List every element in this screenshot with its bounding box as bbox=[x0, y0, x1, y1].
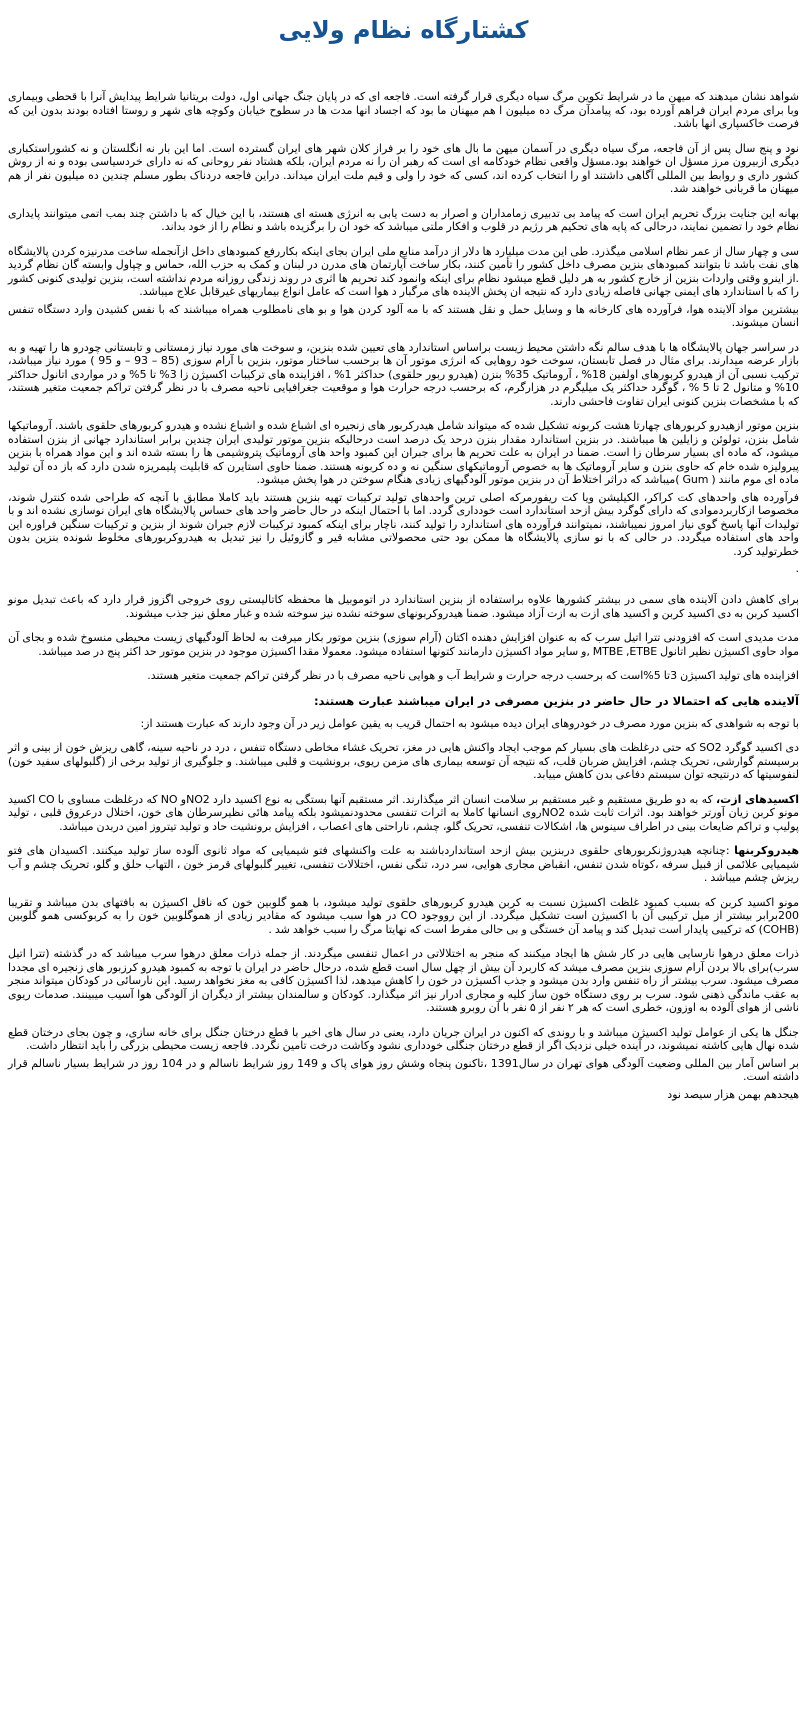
separator-dot: . bbox=[795, 562, 799, 575]
signature-date: هیجدهم بهمن هزار سیصد نود bbox=[667, 1087, 799, 1101]
paragraph-nitrogen-oxides bbox=[8, 793, 799, 834]
paragraph-text: :چنانچه هیدروژنکربورهای حلقوی دربنزین بیش ازحد استانداردباشند به علت واکنشهای فتو شیمیایی که مواد ثانوی آلوده ساز تولید میکنند. اکسیدان های فتو شیمیایی علائمی از قبیل سرفه ،کوتاه شدن تنفس، انقباض مجاری هوایی، سر درد، تنگی نفس، اختلالات تنفسی، تغییر گلبولهای قرمز خون ، التهاب حلق و گلو، تحریک چشم و آب ریزش چشم میباشد . bbox=[8, 844, 799, 884]
paragraph: مدت مدیدی است که افزودنی تترا اتیل سرب که به عنوان افزایش دهنده اکتان (آرام سوزی) بنزین موتور بکار میرفت به لحاظ آلودگیهای زیست محیطی منسوخ شده و بجای آن مواد حاوی اکسیژن نظیر اتانول MTBE ,ETBE ,و سایر مواد اکسیژن دارمانند کتونها استفاده میشود. معمولا مقدا اکسیژن موجود در بنزین موتور حد اکثر پنج در صد میباشد. bbox=[8, 631, 799, 658]
paragraph: دی اکسید گوگرد SO2 که حتی درغلظت های بسیار کم موجب ایجاد واکنش هایی در مغز، تحریک غشاء مخاطی دستگاه تنفس ، درد در ناحیه سینه، گاهی ریزش خون از بینی و اثر برسیستم گوارشی، تحریک چشم، افزایش ضربان قلب، که نتیجه آن توسعه بیماری های مزمن ریوی، برونشیت و قلبی میباشند. و جلوگیری از تولید برخی از (گلبولهای سفید خون) لنفوسیتها که درنتیجه توان سیستم دفاعی بدن کاهش مییابد. bbox=[8, 741, 800, 781]
paragraph-hydrocarbons bbox=[8, 844, 799, 885]
paragraph: شواهد نشان میدهند که میهن ما در شرایط تکوین مرگ سیاه دیگری قرار گرفته است. فاجعه ای که در پایان جنگ جهانی اول، دولت بریتانیا شرایط پیدایش آنرا با قحطی وبیماری وبا برای مردم ایران فراهم آورده بود، که پیامدآن مرگ ده میلیون ا هم میهنان ما بود که اجساد انها مدت ها در سطوح خیابان وکوچه های شهر و روستا افتاده بودند بدون این که فرصت خاکسپاری انها باشد. bbox=[8, 90, 799, 130]
paragraph: برای کاهش دادن آلاینده های سمی در بیشتر کشورها علاوه براستفاده از بنزین استاندارد در اتوموبیل ها محفظه کاتالیستی روی خروجی اگزوز قرار دارد که باعث تبدیل مونو اکسید کربن به دی اکسید کربن و اکسید های ازت به ازت آزاد میشود. ضمنا هیدروکربونهای سوخته نشده نیز سوخته شده و غبار معلق نیز جذب میشوند. bbox=[8, 593, 799, 620]
paragraph: مونو اکسید کربن که بسبب کمبود غلظت اکسیژن نسبت به کربن هیدرو کربورهای حلقوی تولید میشود، با همو گلوبین خون که ناقل اکسیژن به بافتهای بدن میباشد و تقریبا 200برابر بیشتر از میل ترکیبی آن با اکسیژن است تشکیل میگردد. از این رووجود CO در هوا سبب میشود که مقادیر زیادی از هموگلوبین خون را به کربوکسی همو گلوبین (COHB) که ترکیبی پایدار است تبدیل کند و پیامد آن خستگی و بی حالی مفرط است که نهایتا مرگ را سبب خواهد شد . bbox=[8, 895, 799, 936]
paragraph: افزاینده های تولید اکسیژن 3تا 5%است که برحسب درجه حرارت و شرایط آب و هوایی ناحیه مصرف با در نظر گرفتن تراکم جمعیت متغیر هستند. bbox=[147, 669, 799, 682]
lead-term: اکسیدهای ازت، bbox=[716, 792, 799, 806]
paragraph-statistics: بر اساس آمار بین المللی وضعیت آلودگی هوای تهران در سال1391 ،تاکنون پنجاه وشش روز هوای پاک و 149 روز شرایط ناسالم و در 104 روز در شرایط بسیار ناسالم قرار داشته است. bbox=[8, 1056, 799, 1083]
paragraph: در سراسر جهان پالایشگاه ها با هدف سالم نگه داشتن محیط زیست براساس استاندارد های تعیین شده بنزین، و سوخت های مورد نیاز زمستانی و تابستانی چودرو ها را تهیه و به بازار عرضه میدارند. برای مثال در فصل تابستان، سوخت خود روهایی که انرژی موتور آن ها برحسب ساختار موتور، بنزین با آرام سوزی (85 – 93 – و 95 ) مورد نیاز میباشد، ترکیب نسبی آن از هیدرو کربورهای اولفین 18% ، آروماتیک 35% بنزن (هیدرو ربور حلقوی) حداکثر 1% ، افزاینده های ترکیبات اکسیژن زا 3% تا 5% و در مواردی اتانول حداکثر 10% و متانول 2 تا 5 % ، گوگرد حداکثر یک میلیگرم در هزارگرم، که برحسب درجه حرارت هوا و موقعیت جغرافیایی ناحیه مصرف با در نظر گرفتن تراکم جمعیت متغیر هستند، که با مشخصات بنزین کنونی ایران تفاوت فاحشی دارند. bbox=[8, 340, 800, 408]
paragraph: سی و چهار سال از عمر نظام اسلامی میگذرد. طی این مدت میلیارد ها دلار از درآمد منابع ملی ایران بجای اینکه بکاررفع کمبودهای داخل ازآنجمله ساخت مدرنیزه کردن پالایشگاه های نفت باشد تا بتوانند کمبودهای بنزین مصرف داخل کشور را تأمین کنند، بکار ساخت آپارتمان های مدرن در لبنان و کمک به حزب الله، حماس و چپاول وابسته گان نظام گردید .از اینرو وقتی واردات بنزین از خارج کشور به هر دلیل قطع میشود نظام برای اینکه وانمود کند تحریم ها اثری در روند زندگی روزانه مردم نداشته است، بنزین تولیدی کنونی کشور را که با استاندارد های ایمنی جهانی فاصله زیادی دارد که نتیجه ان پخش الاینده های مرگبار د هوا است که عامل انواع بیماریهای غیرقابل علاج میباشد. bbox=[8, 244, 799, 298]
lead-term: هیدروکربنها bbox=[734, 844, 799, 857]
paragraph: جنگل ها یکی از عوامل تولید اکسیژن میباشد و با روندی که اکنون در ایران جریان دارد، یعنی در سال های اخیر با قطع درختان جنگل برای خانه سازی، و چون بجای درختان قطع شده نهال هایی کاشته نمیشوند، در آینده خیلی نزدیک اگر از قطع درختان جنگلی خودداری نشود وکاشت درخت تامین نگردد. فاجعه زیست محیطی بزرگی را باید انتظار داشت. bbox=[8, 1025, 799, 1052]
paragraph: نود و پنج سال پس از آن فاجعه، مرگ سیاه دیگری در آسمان میهن ما بال های خود را بر فراز کلان شهر های ایران گسترده است. اما این بار نه انگلستان و نه کشوراستکباری دیگری ازبیرون مرز مسؤل ان خواهند بود.مسؤل واقعی نظام خودکامه ای است که رهبر ان را نه مردم ایران، بلکه هشتاد نفر روحانی که نه دارای خردسیاسی بوده و نه از روش کشور داری و روابط بین المللی آگاهی داشتند او را انتخاب کرده اند، کسی که خود را ولی و قیم ملت ایران میداند. دراین فاجعه دردناک بطور مسلم چندین ده میلیون نفر از هم میهنان ما قربانی خواهند شد. bbox=[8, 141, 799, 195]
paragraph: با توجه به شواهدی که بنزین مورد مصرف در خودروهای ایران دیده میشود به احتمال قریب به یقین عوامل زیر در آن وجود دارند که عبارت هستند از: bbox=[140, 716, 799, 730]
paragraph: بنزین موتور ازهیدرو کربورهای چهارتا هشت کربونه تشکیل شده که میتواند شامل هیدرکربور های زنجیره ای اشباع شده و اشباع نشده و هیدرو کربورهای حلقوی باشند. آروماتیکها شامل بنزن، تولوئن و زایلین ها میباشند. در بنزین استاندارد مقدار بنزن درحد یک درصد است درحالیکه بنزین موتور تولیدی ایران چندین برابر استاندارد جهانی از بنزن استفاده میشود، که ماده ای بسیار سرطان زا است. ضمنا در ایران به علت تحریم ها برای جبران این کمبود واحد های آروماتیک پتروشیمی ها را بسته شده اند و این مواد همراه با بنزین پیرولیزه شده خام که حاوی بنزن و سایر آروماتیک ها به خصوص آروماتیکهای سنگین نه و ده کربونه هستند. ضمنا حاوی استایرن که قابلیت پلیمریزه شدن دارد که باز ده آن تولید ماده ای موم مانند ( Gum )میباشد که دراثر اختلاط آن در بنزین موتور آلودگیهای زیادی هنگام سوختن در هوا پخش میشود. bbox=[8, 419, 799, 486]
paragraph-text: که به دو طریق مستقیم و غیر مستقیم بر سلامت انسان اثر میگذارند. اثر مستقیم آنها بستگی به نوع اکسید دارد NO2و NO که درغلظت مساوی با CO اکسید مونو کربن زیان آورتر خواهند بود. اثرات ثابت شده NO2روی انسانها کاملا به اثرات تنفسی محدودنمیشود بلکه پیامد هائی نظیرسرطان های خون، اختلال درعروق قلبی ، تولید پولیپ و تراکم ضایعات بینی در اطراف سینوس ها، اشکالات تنفسی، تحریک گلو، چشم، ناراحتی های اعصاب ، افزایش برونشیت حاد و تولید تیتروز امین دربدن میباشد. bbox=[8, 792, 800, 833]
paragraph: بهانه این جنایت بزرگ تحریم ایران است که پیامد بی تدبیری زمامداران و اصرار به دست یابی به انرژی هسته ای هستند، با این خیال که با داشتن چند بمب اتمی میتوانند پایداری نظام خود را تضمین نمایند، درحالی که پایه های تحکیم هر رژیم در قلوب و افکار ملتی میباشد که خود ان را برگزیده باشد و نظام را از خود بداند. bbox=[8, 206, 799, 233]
paragraph: بیشترین مواد آلاینده هوا، فرآورده های کارخانه ها و وسایل حمل و نقل هستند که با مه آلود کردن هوا و بو های نامطلوب همراه میباشند که با نفس کشیدن وارد دستگاه تنفس انسان میشوند. bbox=[8, 302, 799, 329]
page-title: کشتارگاه نظام ولایی bbox=[278, 16, 529, 44]
paragraph: فرآورده های واحدهای کت کراکر، الکیلیشن ویا کت ریفورمرکه اصلی ترین واحدهای تولید ترکیبات تهیه بنزین هستند باید کاملا مطابق با آنچه که طراحی شده کنترل شوند، مخصوصا ازکاربردموادی که دارای گوگرد بیش ازحد استاندارد است خودداری گردد. اما با احتمال اینکه در حال حاضر واحد های حساس پالایشگاه های ایران نوسازی نشده اند و با تولیدات آنها پاسخ گوی نیاز امروز نمیباشند، نمیتوانند فرآورده های استاندارد را تولید کنند، ناچار برای اینکه کمبود ترکیبات لازم جبران شوند از بنزین و ترکیبات سنگین فراوره این واحد های استفاده میگردد. در حالی که با نو سازی پالایشگاه ها ممکن بود حتی محصولاتی مشابه قیر و گازوئیل را نیز تبدیل به هیدروکربورهای مخلوط شونده بنزین بدون خطرتولید کرد. bbox=[8, 490, 799, 558]
section-heading: آلاینده هایی که احتمالا در حال حاضر در بنزین مصرفی در ایران میباشند عبارت هستند: bbox=[313, 693, 799, 708]
paragraph: ذرات معلق درهوا نارسایی هایی در کار شش ها ایجاد میکنند که منجر به اختلالاتی در اعمال تنفسی میگردند. از جمله ذرات معلق درهوا سرب میباشد که در گذشته (تترا اتیل سرب)برای بالا بردن آرام سوزی بنزین مصرف میشد که کاربرد آن بیش از چهل سال است قطع شده، درحال حاضر در ایران با توجه به کمبود هیدرو کرزبور های زنجیره ای مجددا مصرف میشود. سرب بیشتر از راه تنفس وارد بدن میشود و جذب اکسیژن در خون را کاهش میدهد، لذا اکسیژن کافی به مغز نخواهد رسید. این نارسائی در کودکان میتواند منجر به عقب ماندگی ذهنی شود. سرب بر روی دستگاه خون ساز کلیه و مجاری ادرار نیز اثر میگذارد. کودکان و سالمندان بیشتر از دیگران از آلودگی هوا آسیب میبینند. صدمات ریوی ناشی از هوای آلوده به اوزون، خطری است که هر ۲ نفر از ۵ نفر با آن روبرو هستند. bbox=[8, 947, 799, 1014]
